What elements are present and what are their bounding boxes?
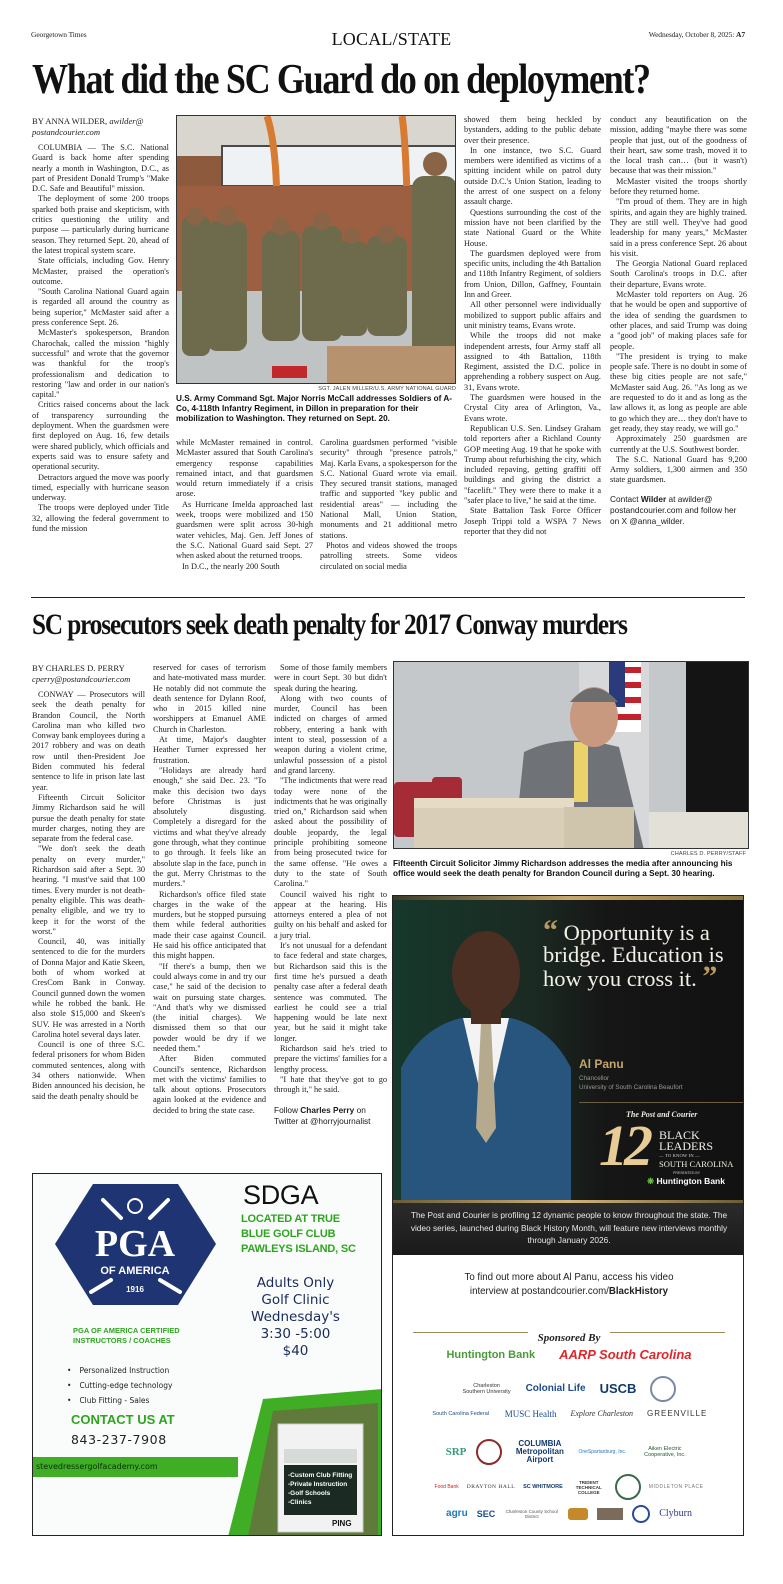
paragraph: Carolina guardsmen performed "visible security" through "presence patrols," Maj. Karla Evans, a spokesperson for the S.C. National Guard wrote via email. They secured transit stations, managed traffic and supported "key public and residential areas" — including the National Mall, Union Station, monuments and 21 additional metro stations. [320, 438, 457, 540]
section-title: LOCAL/STATE [331, 29, 452, 49]
paragraph: Richardson's office filed state charges in the wake of the murders, but he stopped pursuing them while federal authorities made their case against Council. He said his office anticipated that this might happen. [153, 889, 266, 961]
sponsor-logo-uscb: USCB [599, 1381, 637, 1396]
paragraph: Fifteenth Circuit Solicitor Jimmy Richardson said he will pursue the death penalty for state murder charges, noting they are separate from the federal case. [32, 792, 145, 844]
date-text: Wednesday, October 8, 2025: [648, 30, 735, 39]
paragraph: "South Carolina National Guard again is regarded all around the country as being superior," McMaster said after a press conference Sept. 26. [32, 287, 169, 328]
article1-byline [32, 116, 169, 137]
quote-open-icon: “ [543, 914, 558, 947]
paragraph: "I hate that they've got to go through it," he said. [274, 1074, 387, 1095]
location-line: PAWLEYS ISLAND, SC [241, 1243, 356, 1255]
pga-certified [73, 1326, 180, 1346]
clinic-line: Adults Only [256, 1275, 335, 1291]
follow-name: Charles Perry [300, 1105, 355, 1116]
paragraph: Richardson said he's tried to prepare the victims' families for a lengthy process. [274, 1043, 387, 1074]
article2-headline: SC prosecutors seek death penalty for 2017 Conway murders [32, 608, 627, 641]
article1-col5 [610, 115, 747, 527]
paragraph: In D.C., the nearly 200 South [182, 561, 280, 571]
contact-prefix: Contact [610, 493, 639, 504]
sponsored-label: Sponsored By [537, 1332, 601, 1344]
gold-bar [393, 896, 744, 900]
sponsor-seal-icon [650, 1376, 676, 1402]
more-info-line1: To find out more about Al Panu, access his video [464, 1272, 674, 1283]
paragraph: McMaster visited the troops shortly before they returned home. [610, 176, 747, 197]
article2-col3 [274, 663, 387, 1127]
paragraph: State Battalion Task Force Officer Joseph Trippi told a WSPA 7 News reporter that they did not [464, 506, 601, 536]
svg-text:1916: 1916 [126, 1285, 144, 1294]
paragraph: While the troops did not make independent arrests, four Army staff all assigned to 4th Battalion, 118th Regiment, assisted the D.C. police in apprehending a robbery suspect on Aug. 31, Evans wrote. [464, 331, 601, 392]
presenter-name: Huntington Bank [656, 1176, 725, 1186]
black-history-link[interactable]: BlackHistory [608, 1285, 669, 1297]
clinic-details [233, 1275, 358, 1360]
sponsor-logo-ccsd: Charleston County School District [505, 1509, 558, 1519]
series-number: 12 [599, 1113, 649, 1178]
sponsor-logo-icon [597, 1508, 623, 1520]
sponsor-row-3 [393, 1410, 744, 1418]
sponsor-logo-sc-whitmore: SC WHITMORE [523, 1484, 563, 1490]
article1-col1 [32, 116, 169, 534]
paragraph: The Georgia National Guard replaced South Carolina's troops in D.C. after their departure, Evans wrote. [610, 259, 747, 289]
feature-item: • Personalized Instruction [67, 1363, 172, 1378]
paragraph: "The indictments that were read today were none of the indictments that he was originally tried on," Richardson said when asked about the possibility of double jeopardy, the legal principle prohibiting someone from being prosecuted twice for the same offense. "He owes a duty to the state of South Carolina." [274, 776, 387, 889]
sponsor-logo-greenville: GREENVILLE [647, 1409, 708, 1418]
soldiers-photo-image [177, 116, 456, 384]
sponsor-logo-middleton-place: MIDDLETON PLACE [648, 1484, 704, 1490]
sponsored-by-header [393, 1326, 744, 1345]
svg-text:-Clinics: -Clinics [288, 1499, 312, 1506]
ad-blurb: The Post and Courier is profiling 12 dynamic people to know throughout the state. The video series, launched during Black History Month, will feature new interviews monthly through January 2026. [393, 1203, 744, 1255]
solicitor-photo-image [394, 662, 749, 849]
paragraph: McMaster's spokesperson, Brandon Charochak, called the mission "highly successful" and wrote that the governor was thankful for the troop's professionalism and dedication to restoring "law and order in our nation's capital." [32, 328, 169, 400]
paragraph: Detractors argued the move was poorly timed, especially with hurricane season underway. [32, 472, 169, 503]
svg-text:PING: PING [332, 1519, 352, 1528]
series-title [659, 1130, 713, 1152]
golf-academy-ad[interactable] [32, 1173, 382, 1536]
clinic-price: $40 [282, 1343, 309, 1359]
section-divider [31, 597, 745, 598]
paragraph: conduct any beautification on the mission, adding "maybe there was some people that just, out of the goodness of their heart, saw some trash, moved it to the local trash can… (but it wasn't) because that was their mission." [610, 115, 747, 176]
paragraph: The guardsmen were housed in the Crystal City area of Arlington, Va., Evans wrote. [464, 393, 601, 423]
paper-name: Georgetown Times [31, 30, 87, 39]
paragraph: Approximately 250 guardsmen are currently at the U.S. Southwest border. [610, 434, 747, 454]
paragraph: All other personnel were individually mobilized to support public affairs and unit ministry teams, Evans wrote. [464, 300, 601, 330]
article1-col4 [464, 115, 601, 537]
divider [579, 1102, 744, 1103]
article1-headline: What did the SC Guard do on deployment? [32, 57, 650, 103]
leader-institution: University of South Carolina Beaufort [579, 1084, 683, 1091]
svg-text:-Golf Schools: -Golf Schools [288, 1490, 331, 1497]
quote-close-icon: ” [702, 960, 718, 993]
sponsor-logo-aiken-electric: Aiken Electric Cooperative, Inc. [644, 1446, 686, 1458]
contact-name: Wilder [640, 493, 667, 504]
cert-line: PGA OF AMERICA CERTIFIED [73, 1326, 180, 1335]
paragraph: CONWAY — Prosecutors will seek the death penalty for Brandon Council, the North Carolina man who killed two Conway bank employees during a 2017 robbery and was on death row until then-President Joe Biden commuted his federal sentence to life in prison late last year. [32, 690, 145, 792]
paragraph: Along with two counts of murder, Council has been indicted on charges of armed robbery, entering a bank with intent to steal, possession of a weapon during a violent crime, unlawful possession of a pistol and grand larceny. [274, 693, 387, 775]
series-word-1: BLACK [659, 1128, 700, 1142]
leader-title [579, 1074, 683, 1092]
website-link[interactable]: stevedressergolfacademy.com [33, 1457, 238, 1477]
divider [610, 1332, 725, 1333]
ad-hero-panel [393, 896, 744, 1253]
pga-logo [53, 1182, 218, 1307]
sponsor-logo-food-bank: Food Bank [434, 1484, 459, 1490]
series-state: SOUTH CAROLINA [659, 1159, 734, 1169]
more-info-line2: interview at postandcourier.com/ [469, 1285, 609, 1297]
sponsor-logo-colonial-life: Colonial Life [525, 1383, 586, 1394]
contact-details[interactable]: at awilder@ postandcourier.com and follow her on X @anna_wilder. [610, 493, 737, 526]
sdga-title: SDGA [243, 1180, 319, 1210]
paragraph: The guardsmen deployed were from specific units, including the 4th Battalion and 118th Infantry Regiment, of soldiers from Union, Dillon, Gaffney, Fountain Inn and Greer. [464, 248, 601, 300]
ad-more-info [393, 1271, 744, 1298]
sponsor-row-2 [393, 1376, 744, 1402]
golf-location [241, 1212, 356, 1257]
sponsor-logo-trident-tech: TRIDENT TECHNICAL COLLEGE [575, 1479, 602, 1495]
paragraph: The deployment of some 200 troops sparked both praise and skepticism, with critics questioning the utility and purpose — particularly during hurricane season. They returned Sept. 20, ahead of the latest tropical system scare. [32, 194, 169, 255]
series-word-2: LEADERS [659, 1139, 713, 1153]
sponsor-logo-huntington: Huntington Bank [446, 1349, 536, 1361]
sponsor-logo-agru: agru [446, 1508, 468, 1519]
byline-email[interactable]: awilder@ [109, 116, 144, 126]
article2-col2 [153, 663, 266, 1116]
paragraph: "If there's a bump, then we could always come in and try our case," he said of the decision to wait on pursuing state charges. "And that's why we dismissed (the initial charges). We dismissed them so that our powder would be dry if we needed them." [153, 961, 266, 1053]
sponsor-logo-musc: MUSC Health [504, 1409, 557, 1419]
svg-text:-Custom Club Fitting: -Custom Club Fitting [288, 1472, 353, 1479]
sponsor-logo-sec: SEC [476, 1509, 496, 1519]
article1-col2 [176, 438, 313, 572]
article2-follow [274, 1105, 387, 1127]
paragraph: Council, 40, was initially sentenced to die for the murders of Donna Major and Katie Skeen, both of whom worked at CresCom Bank in Conway. Council gunned down the women while he robbed the bank. He also stole $15,000 and Skeen's SUV. He was arrested in a North Carolina hotel several days later. [32, 937, 145, 1039]
sponsor-logo-explore-charleston: Explore Charleston [570, 1409, 634, 1418]
divider [413, 1332, 528, 1333]
paragraph: At time, Major's daughter Heather Turner expressed her frustration. [153, 735, 266, 765]
issue-date [649, 30, 745, 39]
sponsor-logo-srp: SRP [445, 1446, 467, 1458]
golf-features-list [67, 1363, 172, 1408]
paragraph: reserved for cases of terrorism and hate-motivated mass murder. He notably did not commute the death sentence for Dylann Roof, who in 2015 killed nine worshippers at Emanuel AME Church in Charleston. [153, 663, 266, 734]
paragraph: COLUMBIA — The S.C. National Guard is back home after spending nearly a month in Washington, D.C., as part of President Donald Trump's "Make D.C. Safe and Beautiful" mission. [32, 143, 169, 194]
paragraph: As Hurricane Imelda approached last week, troops were mobilized and 150 guardsmen were split across 30-high water vehicles, Maj. Gen. Jeff Jones of the S.C. National Guard said Sept. 27 when asked about the returned troops. [176, 499, 313, 561]
sponsor-logo-sc-federal: South Carolina Federal [432, 1411, 489, 1417]
location-line: BLUE GOLF CLUB [241, 1228, 336, 1240]
paragraph: State officials, including Gov. Henry McMaster, praised the operation's outcome. [32, 256, 169, 286]
clinic-day: Wednesday's [251, 1309, 340, 1325]
leader-name: Al Panu [579, 1057, 624, 1071]
paragraph: After Biden commuted Council's sentence, Richardson met with the victims' families to talk about options. Prosecutors again looked at the evidence and decided to bring the state case. [153, 1054, 266, 1115]
sponsor-logo-icon [568, 1508, 588, 1520]
paragraph: "I'm proud of them. They are in high spirits, and again they are highly trained. They are still well. They've had good leadership for many years," McMaster said in a press conference Sept. 26 about his visit. [610, 197, 747, 258]
article1-contact [610, 494, 747, 527]
page-number: A7 [736, 30, 745, 39]
paragraph: Republican U.S. Sen. Lindsey Graham told reporters after a Richland County GOP meeting Aug. 19 that he spoke with Trump about refurbishing the city, which included repaving, getting graffiti off buildings and giving the district a "facelift." They were there to make it a "safer place to live," he said at the time. [464, 423, 601, 505]
sponsor-logo-clyburn: Clyburn [659, 1508, 692, 1519]
paragraph: "The president is trying to make people safe. There is no doubt in some of these big cities people are not safe," McMaster said Aug. 26. "As long as we are requested to do it and as long as the law allows it, as long as people are able to go which they are… they don't have to get ready, they stay ready, we will go." [610, 351, 747, 433]
sponsor-seal-icon [476, 1439, 502, 1465]
series-subtitle: — TO KNOW IN — [659, 1153, 700, 1158]
sponsor-logo-columbia-airport: COLUMBIA Metropolitan Airport [515, 1439, 564, 1464]
clinic-line: Golf Clinic [261, 1292, 330, 1308]
twitter-handle[interactable]: on Twitter at @horryjournalist [274, 1105, 371, 1127]
byline-name: BY ANNA WILDER, [32, 116, 108, 126]
paragraph: The troops were deployed under Title 32, allowing the federal government to fund the mission [32, 503, 169, 533]
article2-photo-caption: Fifteenth Circuit Solicitor Jimmy Richardson addresses the media after announcing his office would seek the death penalty for Brandon Council during a Sept. 30 hearing. [393, 859, 733, 879]
sponsor-logo-aarp: AARP South Carolina [559, 1347, 692, 1362]
article1-photo-caption: U.S. Army Command Sgt. Major Norris McCall addresses Soldiers of A-Co, 4-118th Infantry Regiment, in Dillon in preparation for their mobilization to Washington. They returned on Sept. 20. [176, 394, 453, 424]
article1-photo [176, 115, 456, 384]
sponsor-seal-icon [615, 1474, 641, 1500]
byline-email[interactable]: cperry@postandcourier.com [32, 673, 131, 684]
phone-number[interactable]: 843-237-7908 [71, 1432, 167, 1447]
presenter-logo [647, 1176, 725, 1187]
paragraph: Critics raised concerns about the lack of transparency surrounding the deployment. When the guardsmen were first deployed on Aug. 16, few details were shared publicly, which officials and experts said was to ensure safety and operational security. [32, 400, 169, 472]
academy-sign-photo [228, 1389, 382, 1536]
byline-email-domain[interactable]: postandcourier.com [32, 126, 101, 137]
sponsor-logo-drayton-hall: DRAYTON HALL [466, 1484, 516, 1490]
sponsor-row-5 [393, 1474, 744, 1500]
paragraph: McMaster told reporters on Aug. 26 that he would be open and supportive of the idea of sending the guardsmen to other places, and said Trump was doing a "good job" of making places safe for people. [610, 290, 747, 351]
paragraph: while McMaster remained in control. McMaster assured that South Carolina's emergency response capabilities remained intact, and that guardsmen would return immediately if a crisis arose. [176, 438, 313, 499]
paragraph: The S.C. National Guard has 9,200 Army soldiers, 1,300 airmen and 350 state guardsmen. [610, 454, 747, 485]
sponsor-row-6 [393, 1505, 744, 1523]
sponsor-row-4 [393, 1439, 744, 1465]
svg-text:PGA: PGA [94, 1223, 176, 1265]
article1-photo-credit: SGT. JALEN MILLER/U.S. ARMY NATIONAL GUARD [318, 386, 456, 392]
follow-prefix: Follow [274, 1105, 298, 1116]
article2-byline [32, 663, 145, 684]
cert-line: INSTRUCTORS / COACHES [73, 1336, 171, 1345]
article2-photo-credit: CHARLES D. PERRY/STAFF [670, 851, 746, 857]
contact-us-label: CONTACT US AT [71, 1412, 175, 1427]
paragraph: In one instance, two S.C. Guard members were identified as victims of a spitting incident while on patrol duty outside D.C.'s Union Station, leading to the arrest of one suspect on a felony assault charge. [464, 145, 601, 207]
location-line: LOCATED AT TRUE [241, 1213, 340, 1225]
byline-name: BY CHARLES D. PERRY [32, 663, 125, 673]
sponsor-logo-csu: Charleston Southern University [462, 1383, 511, 1395]
paragraph: Photos and videos showed the troops patrolling streets. Some videos circulated on social media [320, 540, 457, 571]
paragraph: It's not unusual for a defendant to face federal and state charges, but Richardson said this is the first time he's pursued a death penalty case after a federal death sentence was commuted. The earliest he could see a trial happening would be late next year, but he said it might take longer. [274, 941, 387, 1043]
feature-item: • Cutting-edge technology [67, 1378, 172, 1393]
paragraph: showed them being heckled by bystanders, adding to the public debate over their presence. [464, 115, 601, 145]
post-and-courier-logo: The Post and Courier [626, 1110, 698, 1119]
paragraph: Council waived his right to appear at the hearing. His attorneys entered a plea of not guilty on his behalf and asked for a jury trial. [274, 889, 387, 940]
quote-text: Opportunity is a bridge. Education is how you cross it. [543, 920, 724, 991]
article2-col1 [32, 663, 145, 1102]
ad-quote [543, 914, 743, 993]
sponsor-logo-onespartanburg: OneSpartanburg, Inc. [578, 1449, 627, 1455]
svg-text:OF AMERICA: OF AMERICA [100, 1265, 170, 1277]
paragraph: "Holidays are already hard enough," she said Dec. 23. "To make this decision two days before Christmas is just absolutely disgusting. Completely a disregard for the victims and what they've already gone through, what they continue to go through. It feels like an absolute slap in the face, punch in the gut. Merry Christmas to the murders." [153, 765, 266, 889]
paragraph: Council is one of three S.C. federal prisoners for whom Biden commuted sentences, along with 34 others nationwide. When Biden announced his decision, he said the death penalty should be [32, 1040, 145, 1101]
article2-photo [393, 661, 749, 849]
paragraph: "We don't seek the death penalty on every murder," Richardson said after a Sept. 30 hearing. "I must've said that 100 times. Every murder is not death-penalty eligible. This was death-penalty eligible, and we try to keep it for the worst of the worst." [32, 844, 145, 936]
svg-text:-Private Instruction: -Private Instruction [288, 1481, 348, 1488]
feature-item: • Club Fitting - Sales [67, 1393, 172, 1408]
paragraph: Some of those family members were in court Sept. 30 but didn't speak during the hearing. [274, 663, 387, 693]
paragraph: Questions surrounding the cost of the mission have not been clarified by the state National Guard or the White House. [464, 207, 601, 248]
huntington-icon: ❋ [647, 1176, 655, 1186]
article1-col3 [320, 438, 457, 572]
sponsor-seal-icon [632, 1505, 650, 1523]
leader-role: Chancellor [579, 1075, 610, 1082]
clinic-time: 3:30 -5:00 [260, 1326, 331, 1342]
presented-by-label: PRESENTED BY [673, 1171, 701, 1175]
sponsor-row-1 [393, 1347, 744, 1362]
black-leaders-ad[interactable] [392, 895, 744, 1536]
